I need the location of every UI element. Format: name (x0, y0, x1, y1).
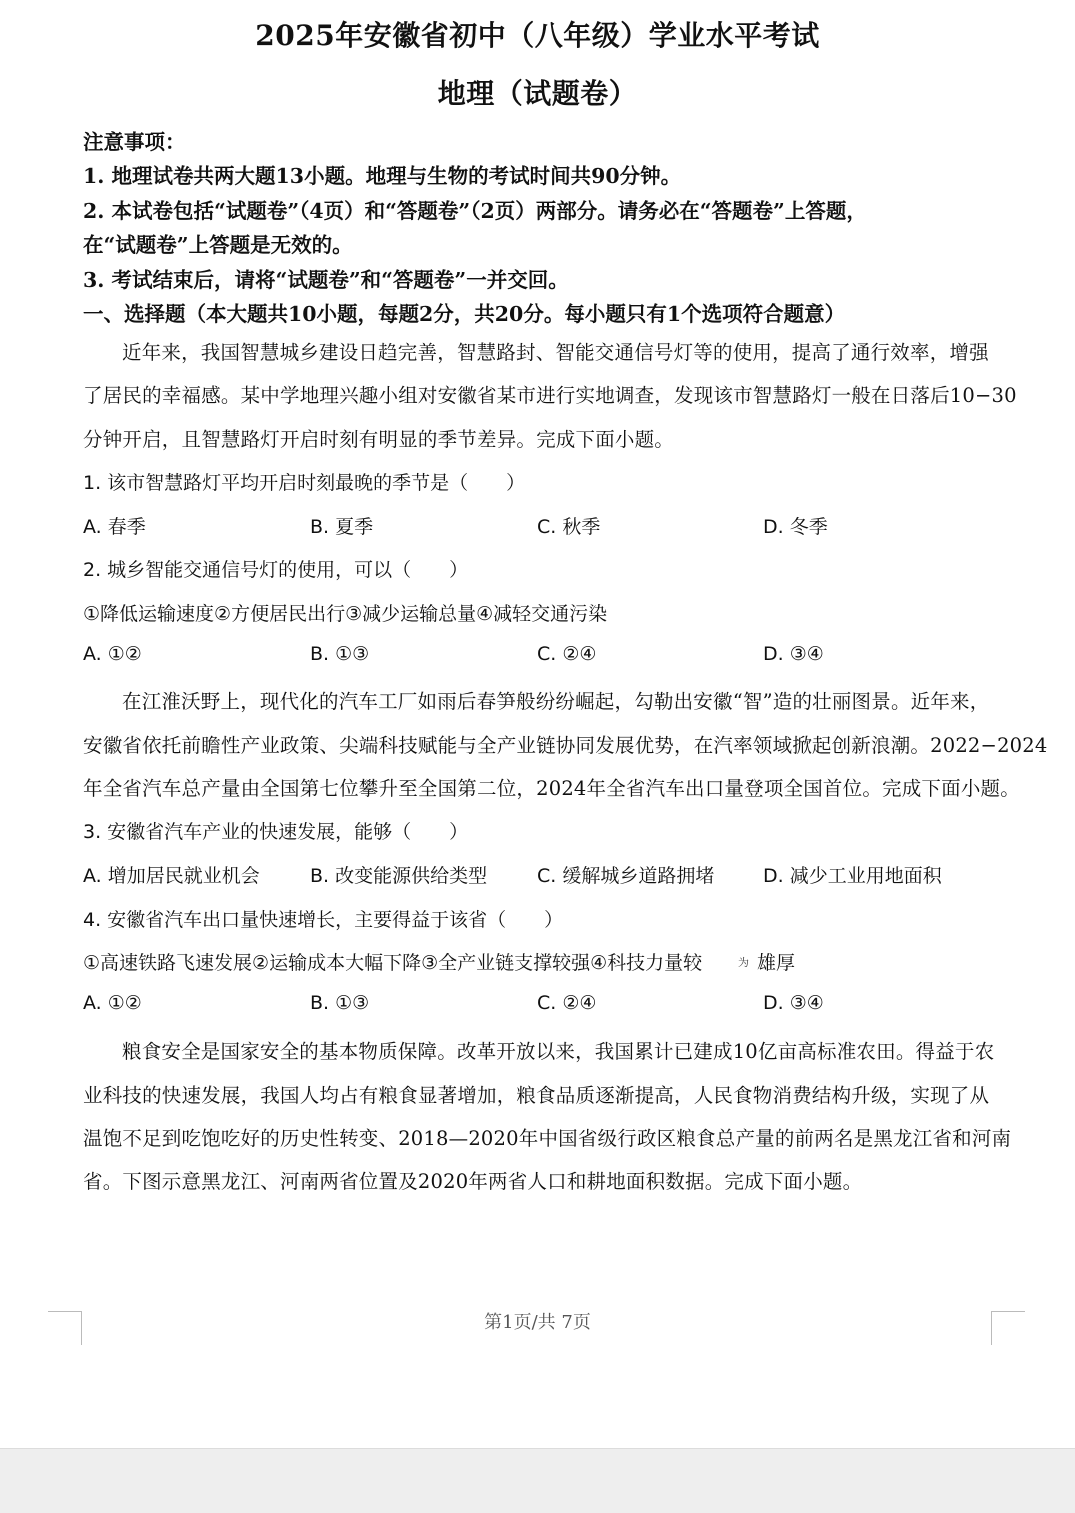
page-subtitle: 地理（试题卷） (437, 77, 638, 110)
notice-item: 3. 考试结束后，请将“试题卷”和“答题卷”一并交回。 (83, 268, 569, 292)
notice-item: 2. 本试卷包括“试题卷”（4页）和“答题卷”（2页）两部分。请务必在“答题卷”上答题， (83, 199, 867, 223)
option-a: A. ①② (83, 992, 142, 1014)
option-b: B. ①③ (310, 992, 370, 1014)
option-d: D. 冬季 (763, 516, 828, 538)
question-choices: ①高速铁路飞速发展②运输成本大幅下降③全产业链支撑较强④科技力量较 (83, 952, 703, 974)
option-a: A. 增加居民就业机会 (83, 865, 260, 887)
option-d: D. ③④ (763, 992, 824, 1014)
section-heading: 一、选择题（本大题共10小题，每题2分，共20分。每小题只有1个选项符合题意） (83, 302, 846, 326)
option-c: C. 缓解城乡道路拥堵 (537, 865, 715, 887)
notice-heading: 注意事项： (83, 130, 186, 154)
passage-line: 安徽省依托前瞻性产业政策、尖端科技赋能与全产业链协同发展优势，在汽率领域掀起创新浪潮。2022−2024 (83, 734, 1048, 757)
option-a: A. 春季 (83, 516, 146, 538)
question-stem: 1. 该市智慧路灯平均开启时刻最晚的季节是（ ） (83, 472, 526, 494)
stray-mark: 为 (738, 956, 749, 969)
question-stem: 4. 安徽省汽车出口量快速增长，主要得益于该省（ ） (83, 909, 564, 931)
passage-line: 粮食安全是国家安全的基本物质保障。改革开放以来，我国累计已建成10亿亩高标准农田。得益于农 (122, 1040, 995, 1063)
question-stem: 2. 城乡智能交通信号灯的使用，可以（ ） (83, 559, 469, 581)
option-c: C. ②④ (537, 643, 597, 665)
option-b: B. 夏季 (310, 516, 374, 538)
option-b: B. 改变能源供给类型 (310, 865, 488, 887)
option-c: C. 秋季 (537, 516, 601, 538)
notice-item: 1. 地理试卷共两大题13小题。地理与生物的考试时间共90分钟。 (83, 164, 682, 188)
passage-line: 年全省汽车总产量由全国第七位攀升至全国第二位，2024年全省汽车出口量登项全国首位。完成下面小题。 (83, 777, 1020, 800)
viewer-background (0, 1448, 1075, 1513)
passage-line: 省。下图示意黑龙江、河南两省位置及2020年两省人口和耕地面积数据。完成下面小题。 (83, 1170, 863, 1193)
passage-line: 分钟开启，且智慧路灯开启时刻有明显的季节差异。完成下面小题。 (83, 428, 675, 451)
notice-item: 在“试题卷”上答题是无效的。 (83, 233, 353, 257)
passage-line: 业科技的快速发展，我国人均占有粮食显著增加，粮食品质逐渐提高，人民食物消费结构升级，实现了从 (83, 1084, 990, 1107)
passage-line: 在江淮沃野上，现代化的汽车工厂如雨后春笋般纷纷崛起，勾勒出安徽“智”造的壮丽图景。近年来， (122, 690, 990, 713)
passage-line: 近年来，我国智慧城乡建设日趋完善，智慧路封、智能交通信号灯等的使用，提高了通行效率，增强 (122, 341, 989, 364)
option-d: D. 减少工业用地面积 (763, 865, 942, 887)
option-d: D. ③④ (763, 643, 824, 665)
passage-line: 了居民的幸福感。某中学地理兴趣小组对安徽省某市进行实地调查，发现该市智慧路灯一般在日落后10−30 (83, 384, 1017, 407)
question-choices-tail: 雄厚 (757, 952, 796, 974)
question-stem: 3. 安徽省汽车产业的快速发展，能够（ ） (83, 821, 469, 843)
option-c: C. ②④ (537, 992, 597, 1014)
passage-line: 温饱不足到吃饱吃好的历史性转变、2018—2020年中国省级行政区粮食总产量的前两名是黑龙江省和河南 (83, 1127, 1012, 1150)
option-a: A. ①② (83, 643, 142, 665)
page-number: 第1页/共 7页 (484, 1312, 591, 1333)
page-title: 2025年安徽省初中（八年级）学业水平考试 (255, 19, 820, 52)
question-choices: ①降低运输速度②方便居民出行③减少运输总量④减轻交通污染 (83, 603, 608, 625)
option-b: B. ①③ (310, 643, 370, 665)
